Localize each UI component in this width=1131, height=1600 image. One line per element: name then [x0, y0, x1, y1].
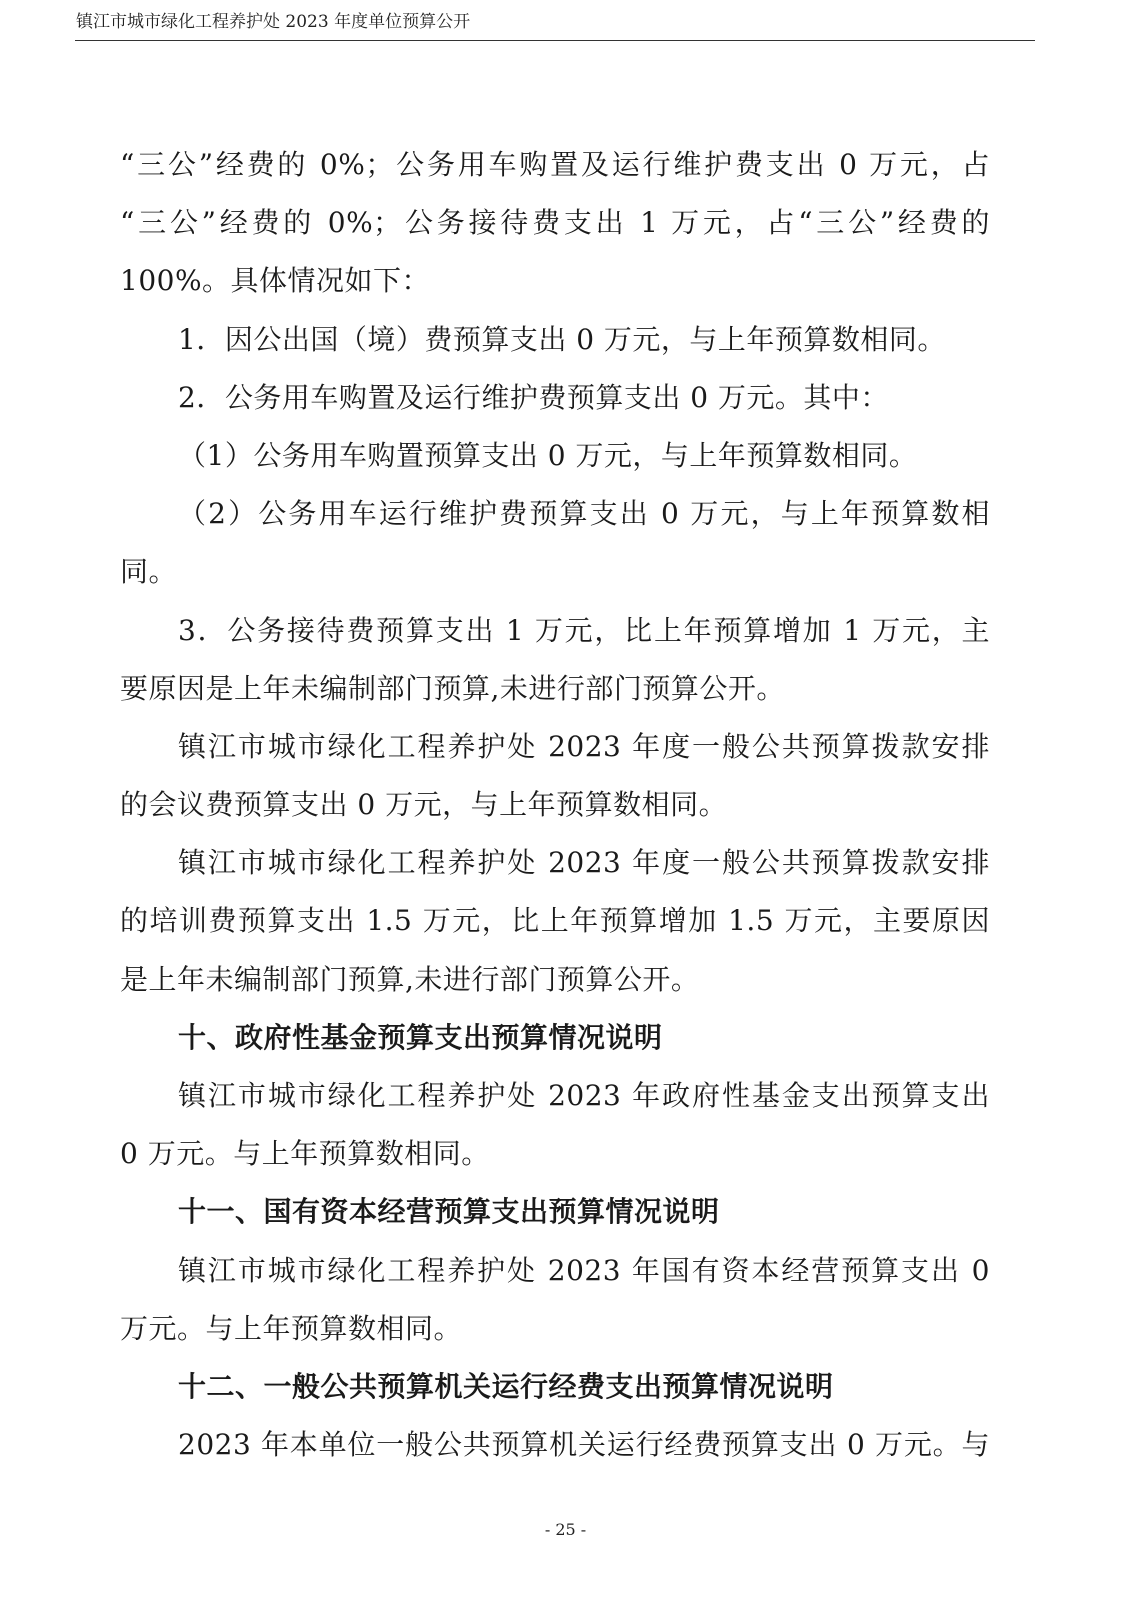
body-line: 的培训费预算支出 1.5 万元，比上年预算增加 1.5 万元，主要原因	[120, 904, 990, 938]
body-line: 2023 年本单位一般公共预算机关运行经费预算支出 0 万元。与	[178, 1428, 990, 1462]
body-line: 0 万元。与上年预算数相同。	[120, 1137, 490, 1171]
body-line: 3．公务接待费预算支出 1 万元，比上年预算增加 1 万元，主	[178, 613, 990, 647]
body-line: 同。	[120, 555, 178, 589]
page-number: - 25 -	[544, 1520, 587, 1539]
section-heading: 十一、国有资本经营预算支出预算情况说明	[178, 1195, 720, 1229]
body-line: 万元。与上年预算数相同。	[120, 1311, 463, 1345]
body-line: （1）公务用车购置预算支出 0 万元，与上年预算数相同。	[178, 438, 918, 472]
body-line: 1．因公出国（境）费预算支出 0 万元，与上年预算数相同。	[178, 322, 946, 356]
body-line: 镇江市城市绿化工程养护处 2023 年国有资本经营预算支出 0	[178, 1253, 990, 1287]
running-header-title: 镇江市城市绿化工程养护处 2023 年度单位预算公开	[76, 12, 471, 32]
section-heading: 十、政府性基金预算支出预算情况说明	[178, 1020, 663, 1054]
body-line: 是上年未编制部门预算,未进行部门预算公开。	[120, 962, 700, 996]
document-body	[120, 136, 990, 1474]
body-line: 100%。具体情况如下：	[120, 264, 431, 298]
body-line: 的会议费预算支出 0 万元，与上年预算数相同。	[120, 788, 728, 822]
body-line: “三公”经费的 0%；公务接待费支出 1 万元，占“三公”经费的	[120, 206, 990, 240]
body-line: 镇江市城市绿化工程养护处 2023 年度一般公共预算拨款安排	[178, 729, 990, 763]
body-line: “三公”经费的 0%；公务用车购置及运行维护费支出 0 万元，占	[120, 148, 990, 181]
body-line: 镇江市城市绿化工程养护处 2023 年度一般公共预算拨款安排	[178, 846, 990, 880]
body-line: 要原因是上年未编制部门预算,未进行部门预算公开。	[120, 671, 785, 705]
body-line: 2．公务用车购置及运行维护费预算支出 0 万元。其中：	[178, 380, 889, 414]
section-heading: 十二、一般公共预算机关运行经费支出预算情况说明	[178, 1369, 834, 1403]
header-rule	[75, 40, 1035, 41]
body-line: （2）公务用车运行维护费预算支出 0 万元，与上年预算数相	[178, 497, 990, 531]
body-line: 镇江市城市绿化工程养护处 2023 年政府性基金支出预算支出	[178, 1079, 990, 1112]
